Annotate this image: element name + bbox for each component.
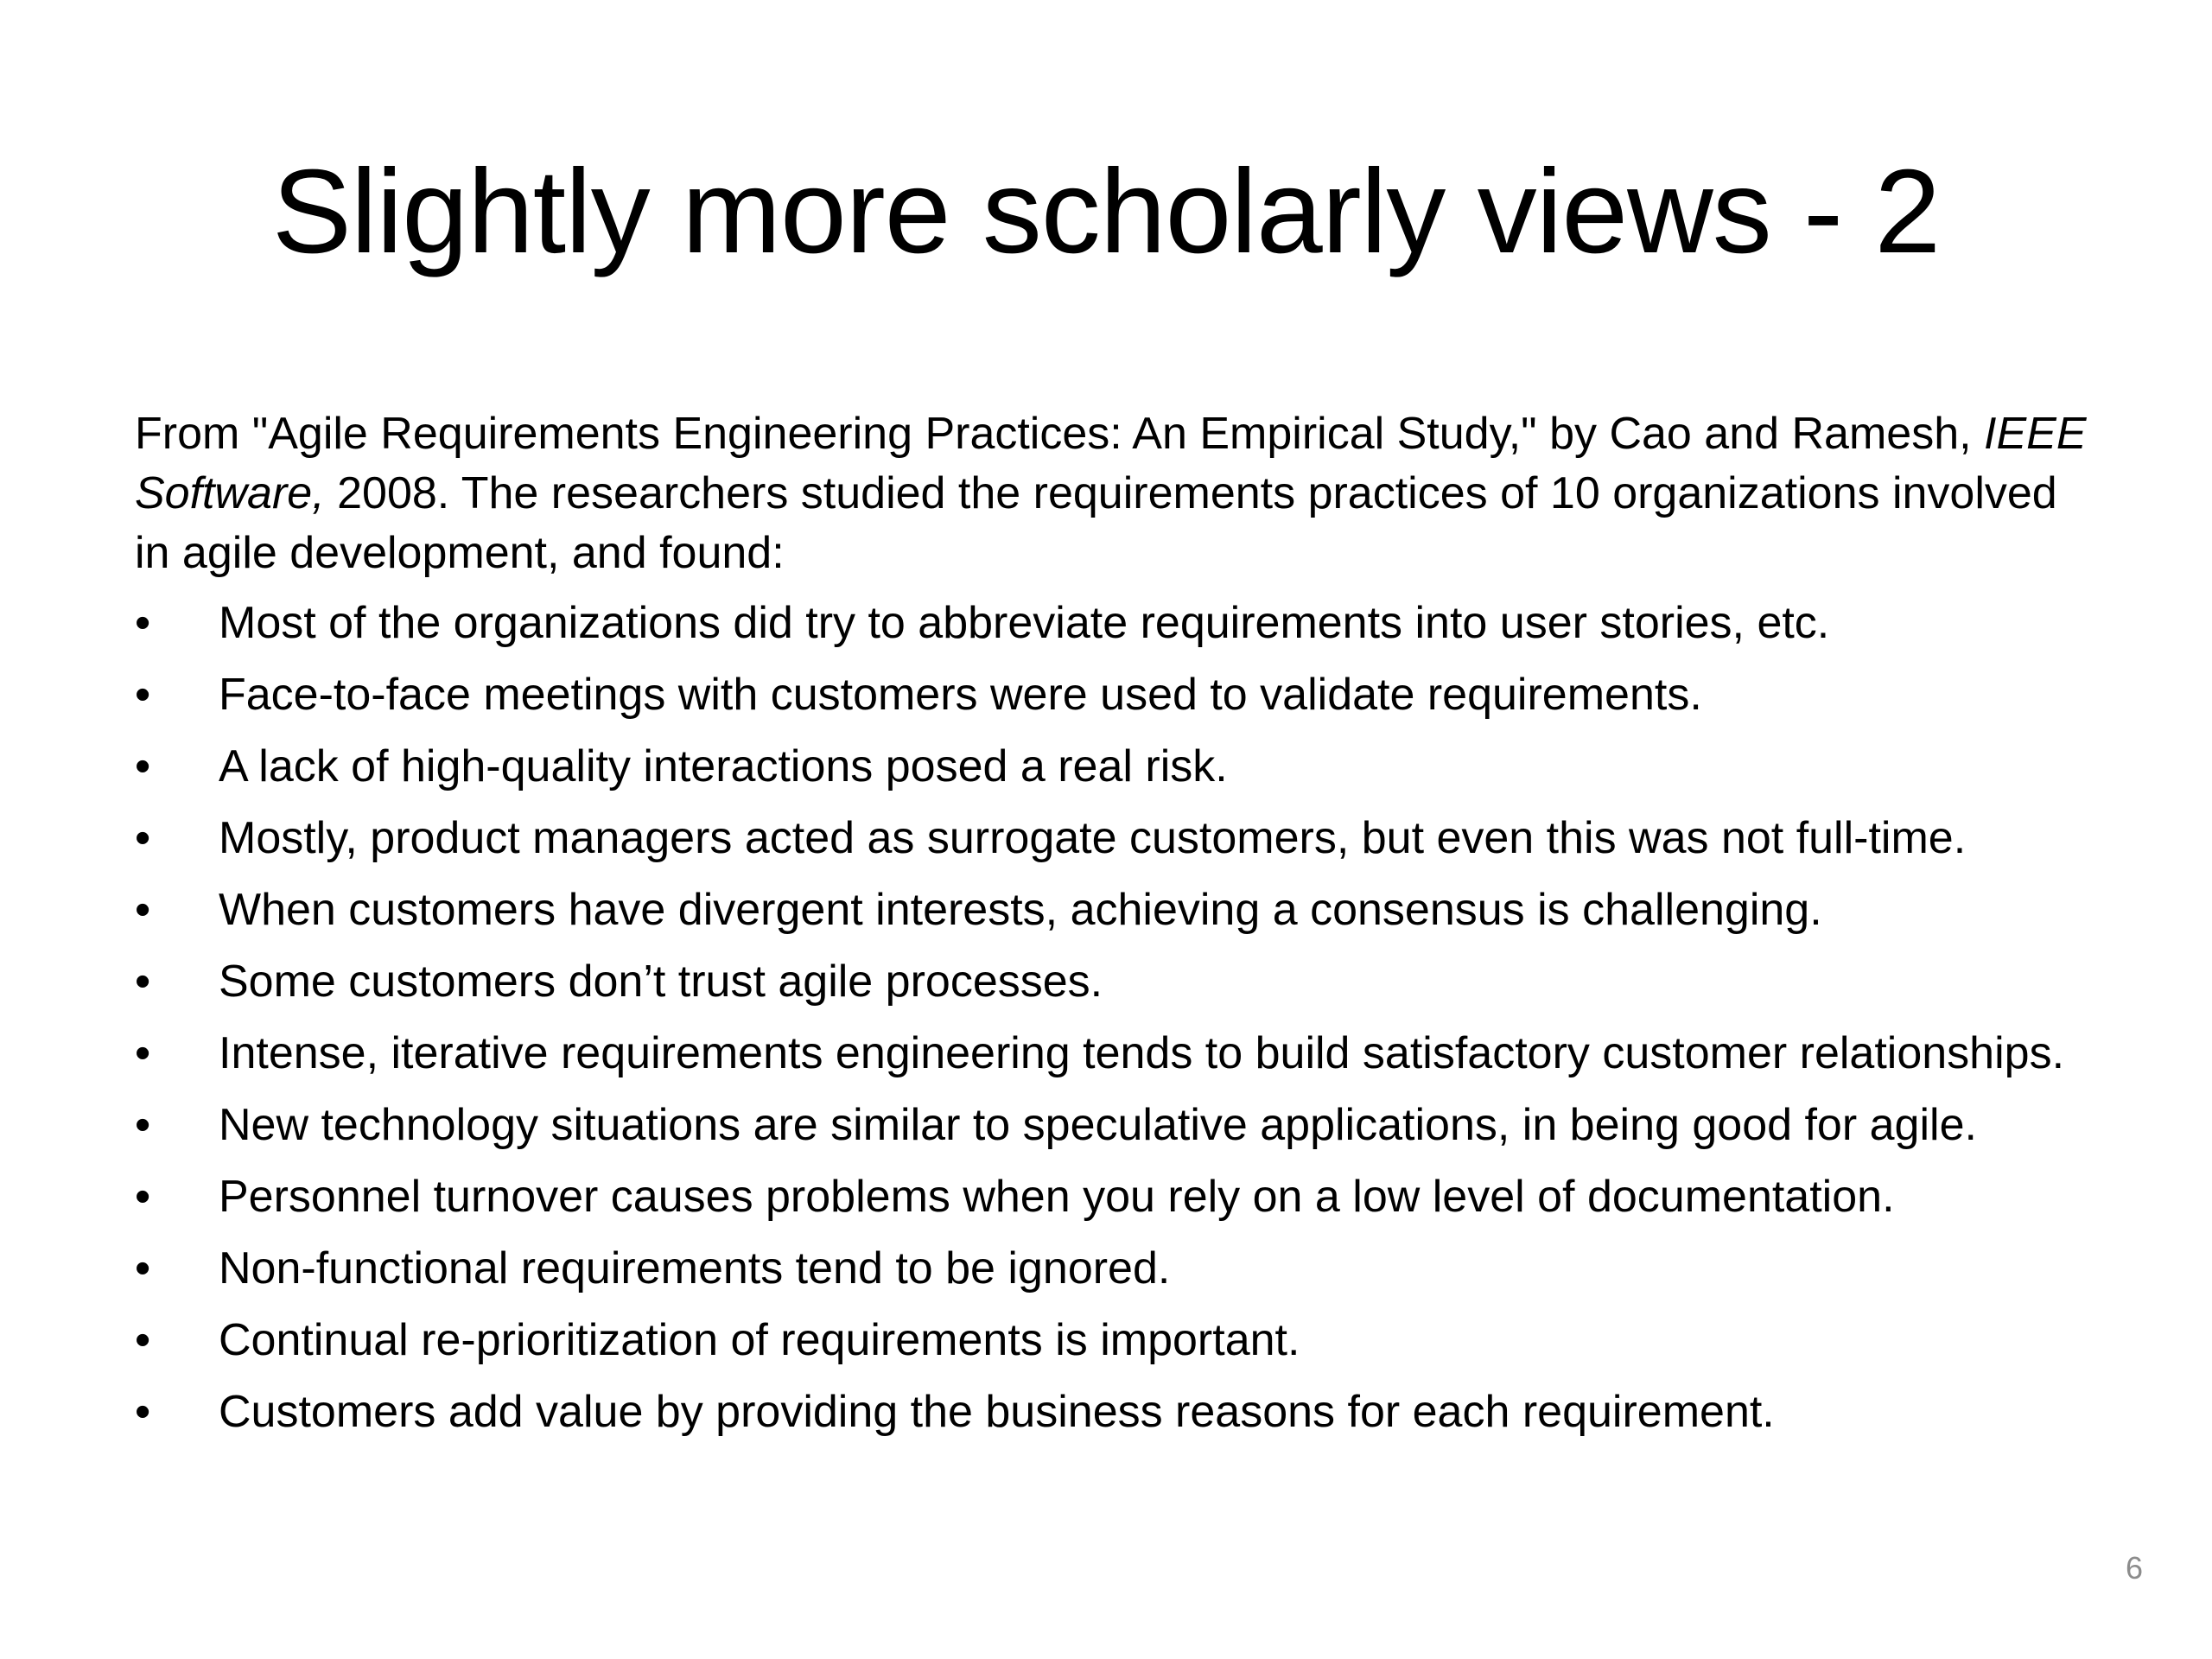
list-item xyxy=(135,1167,2088,1227)
findings-list xyxy=(135,594,2088,1442)
intro-paragraph xyxy=(135,404,2088,583)
list-item xyxy=(135,1024,2088,1084)
list-item xyxy=(135,952,2088,1012)
bullet-icon: • xyxy=(135,885,151,935)
journal-name: IEEE Software, xyxy=(135,409,2087,518)
finding-text: Continual re-prioritization of requirements is important. xyxy=(219,1315,1300,1365)
bullet-icon: • xyxy=(135,1028,151,1078)
list-item xyxy=(135,1311,2088,1370)
list-item xyxy=(135,880,2088,940)
finding-text: Most of the organizations did try to abbreviate requirements into user stories, etc. xyxy=(219,598,1830,648)
finding-text: Personnel turnover causes problems when you rely on a low level of documentation. xyxy=(219,1172,1895,1222)
page-number: 6 xyxy=(2125,1550,2143,1586)
bullet-icon: • xyxy=(135,813,151,863)
bullet-icon: • xyxy=(135,1100,151,1150)
bullet-icon: • xyxy=(135,741,151,791)
bullet-icon: • xyxy=(135,1315,151,1365)
finding-text: Non-functional requirements tend to be ignored. xyxy=(219,1243,1171,1294)
list-item xyxy=(135,594,2088,653)
list-item xyxy=(135,809,2088,868)
list-item xyxy=(135,1239,2088,1299)
intro-text-part1: From "Agile Requirements Engineering Practices: An Empirical Study," by Cao and Ramesh, xyxy=(135,409,1985,459)
finding-text: New technology situations are similar to speculative applications, in being good for agile. xyxy=(219,1100,1977,1150)
slide-body xyxy=(135,404,2088,1454)
finding-text: Customers add value by providing the business reasons for each requirement. xyxy=(219,1387,1775,1437)
finding-text: Face-to-face meetings with customers were used to validate requirements. xyxy=(219,670,1702,720)
bullet-icon: • xyxy=(135,670,151,720)
bullet-icon: • xyxy=(135,1243,151,1294)
list-item xyxy=(135,737,2088,797)
finding-text: A lack of high-quality interactions posed a real risk. xyxy=(219,741,1228,791)
bullet-icon: • xyxy=(135,598,151,648)
bullet-icon: • xyxy=(135,1172,151,1222)
finding-text: When customers have divergent interests, achieving a consensus is challenging. xyxy=(219,885,1822,935)
list-item xyxy=(135,665,2088,725)
finding-text: Intense, iterative requirements engineering tends to build satisfactory customer relationships. xyxy=(219,1028,2065,1078)
bullet-icon: • xyxy=(135,1387,151,1437)
list-item xyxy=(135,1096,2088,1155)
finding-text: Mostly, product managers acted as surrogate customers, but even this was not full-time. xyxy=(219,813,1967,863)
intro-text-part2: 2008. The researchers studied the requirements practices of 10 organizations involved in agile development, and found: xyxy=(135,468,2057,578)
finding-text: Some customers don’t trust agile processes. xyxy=(219,957,1103,1007)
bullet-icon: • xyxy=(135,957,151,1007)
slide-title: Slightly more scholarly views - 2 xyxy=(271,145,1941,278)
list-item xyxy=(135,1382,2088,1442)
